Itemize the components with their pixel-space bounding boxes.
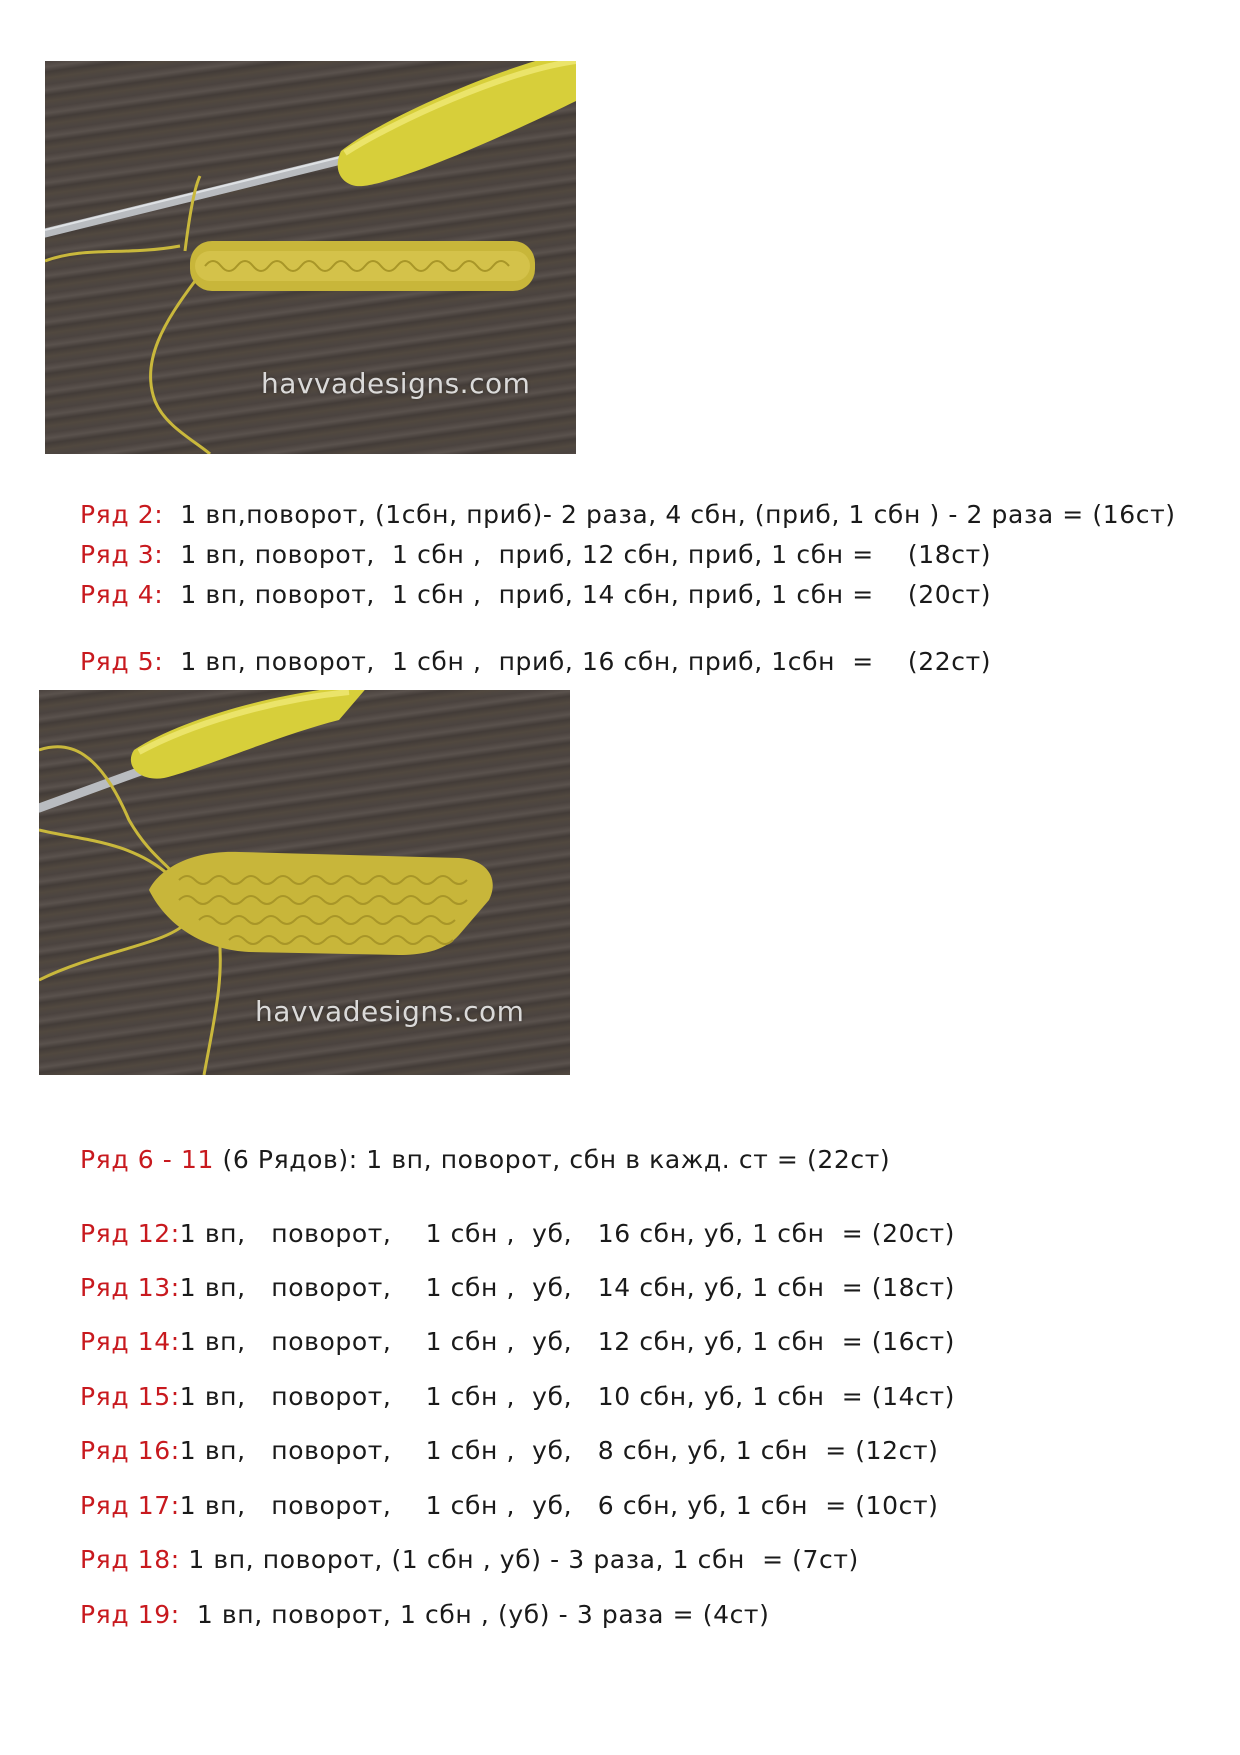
row-label: Ряд 17: bbox=[80, 1491, 180, 1520]
row-label: Ряд 12: bbox=[80, 1219, 180, 1248]
row-instruction bbox=[80, 1145, 890, 1175]
photo-watermark: havvadesigns.com bbox=[261, 367, 531, 400]
row-label: Ряд 19: bbox=[80, 1600, 180, 1629]
row-instruction bbox=[80, 1219, 955, 1249]
row-instruction bbox=[80, 647, 991, 677]
photo-watermark: havvadesigns.com bbox=[255, 995, 525, 1028]
row-instruction bbox=[80, 1436, 939, 1466]
row-text: 1 вп, поворот, 1 сбн , уб, 6 сбн, уб, 1 сбн = (10ст) bbox=[179, 1491, 939, 1520]
row-text: 1 вп, поворот, (1 сбн , уб) - 3 раза, 1 сбн = (7ст) bbox=[179, 1545, 859, 1574]
row-label: Ряд 2: bbox=[80, 500, 164, 529]
row-label: Ряд 6 - 11 bbox=[80, 1145, 214, 1174]
row-label: Ряд 3: bbox=[80, 540, 164, 569]
row-text: 1 вп, поворот, 1 сбн , уб, 16 сбн, уб, 1 сбн = (20ст) bbox=[179, 1219, 956, 1248]
row-instruction bbox=[80, 580, 991, 610]
photo-crochet-chain bbox=[45, 61, 576, 454]
row-label: Ряд 13: bbox=[80, 1273, 180, 1302]
row-text: 1 вп, поворот, 1 сбн , приб, 16 сбн, приб, 1сбн = (22ст) bbox=[163, 647, 992, 676]
row-instruction bbox=[80, 500, 1176, 530]
row-text: 1 вп, поворот, 1 сбн , уб, 10 сбн, уб, 1 сбн = (14ст) bbox=[179, 1382, 956, 1411]
row-text: 1 вп, поворот, 1 сбн , уб, 12 сбн, уб, 1 сбн = (16ст) bbox=[179, 1327, 956, 1356]
row-text: (6 Рядов): 1 вп, поворот, сбн в кажд. ст = (22ст) bbox=[213, 1145, 891, 1174]
row-label: Ряд 4: bbox=[80, 580, 164, 609]
row-label: Ряд 18: bbox=[80, 1545, 180, 1574]
row-instruction bbox=[80, 1382, 955, 1412]
row-instruction bbox=[80, 540, 991, 570]
row-label: Ряд 5: bbox=[80, 647, 164, 676]
row-label: Ряд 15: bbox=[80, 1382, 180, 1411]
row-instruction bbox=[80, 1491, 939, 1521]
row-instruction bbox=[80, 1327, 955, 1357]
row-text: 1 вп, поворот, 1 сбн , (уб) - 3 раза = (4ст) bbox=[179, 1600, 770, 1629]
row-text: 1 вп, поворот, 1 сбн , приб, 14 сбн, приб, 1 сбн = (20ст) bbox=[163, 580, 992, 609]
row-text: 1 вп,поворот, (1сбн, приб)- 2 раза, 4 сбн, (приб, 1 сбн ) - 2 раза = (16ст) bbox=[163, 500, 1176, 529]
row-instruction bbox=[80, 1600, 769, 1630]
row-label: Ряд 16: bbox=[80, 1436, 180, 1465]
row-instruction bbox=[80, 1273, 955, 1303]
row-label: Ряд 14: bbox=[80, 1327, 180, 1356]
row-text: 1 вп, поворот, 1 сбн , уб, 8 сбн, уб, 1 сбн = (12ст) bbox=[179, 1436, 939, 1465]
row-text: 1 вп, поворот, 1 сбн , уб, 14 сбн, уб, 1 сбн = (18ст) bbox=[179, 1273, 956, 1302]
row-text: 1 вп, поворот, 1 сбн , приб, 12 сбн, приб, 1 сбн = (18ст) bbox=[163, 540, 992, 569]
photo-crochet-piece bbox=[39, 690, 570, 1075]
row-instruction bbox=[80, 1545, 859, 1575]
